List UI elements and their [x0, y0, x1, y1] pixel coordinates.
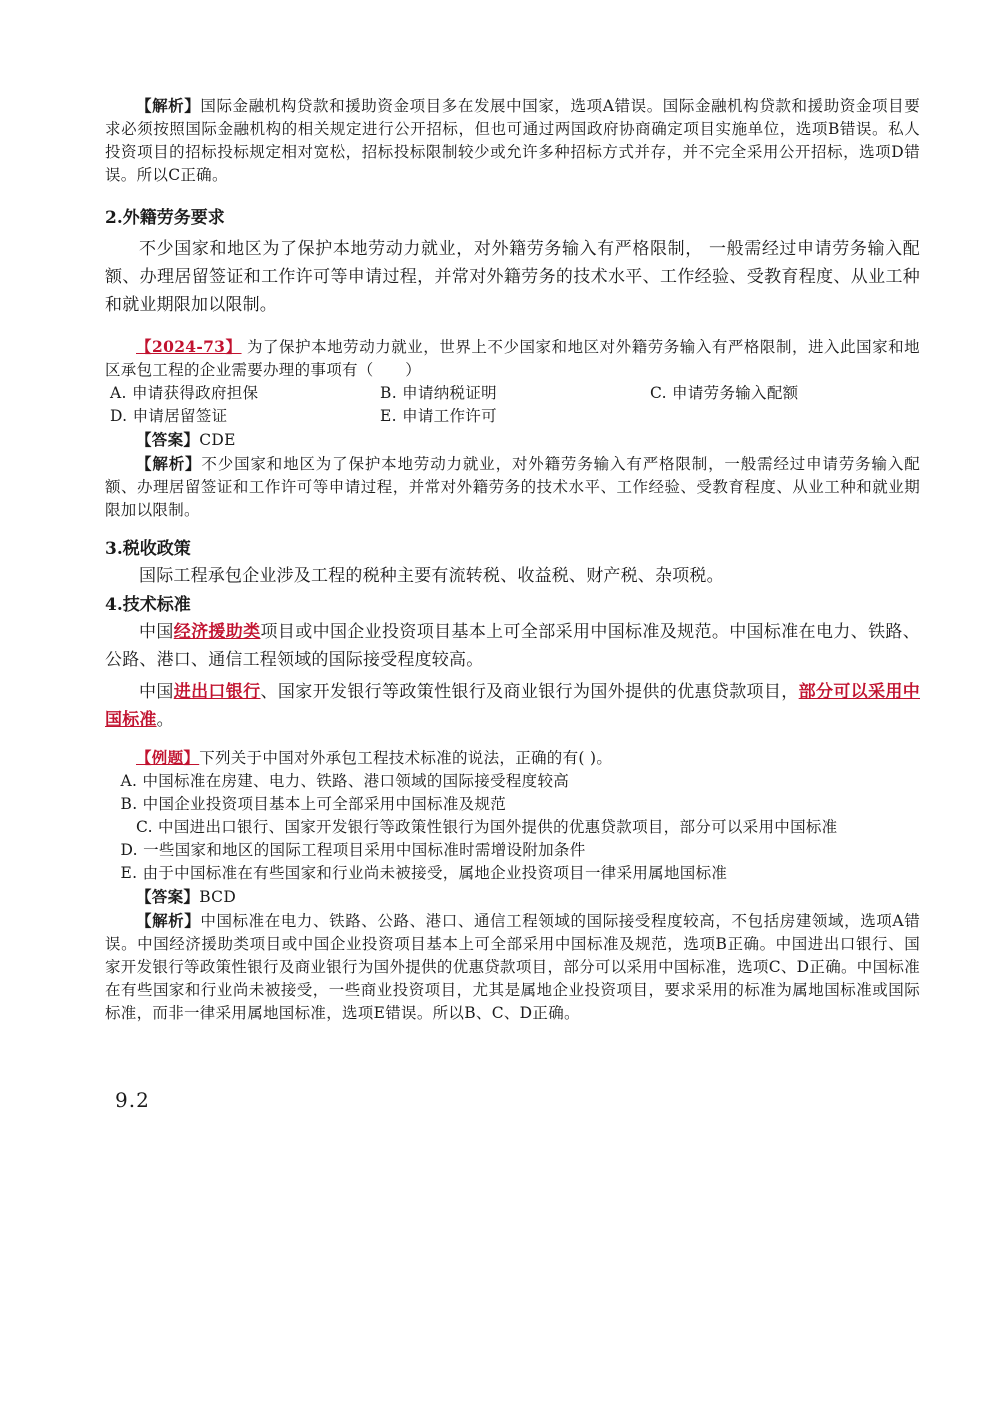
highlight-partial-standards: 部分可以采用中国标准 — [105, 682, 920, 730]
analysis-paragraph — [105, 94, 920, 187]
question-tag: 【例题】 — [136, 748, 200, 767]
section-heading: 2.外籍劳务要求 — [105, 208, 225, 228]
options-row — [105, 382, 920, 405]
option-c: C. 中国进出口银行、国家开发银行等政策性银行为国外提供的优惠贷款项目，部分可以采用中国标准 — [136, 818, 838, 836]
option-c: C. 申请劳务输入配额 — [650, 384, 799, 402]
section-paragraph: 国际工程承包企业涉及工程的税种主要有流转税、收益税、财产税、杂项税。 — [139, 566, 724, 586]
option-d: D. 申请居留签证 — [110, 407, 228, 425]
question-stem-text: 为了保护本地劳动力就业，世界上不少国家和地区对外籍劳务输入有严格限制，进入此国家和地区承包工程的企业需要办理的事项有（ ） — [105, 338, 920, 379]
analysis-label: 【解析】 — [136, 454, 202, 473]
section-foreign-labor — [105, 205, 920, 319]
analysis-paragraph — [105, 452, 920, 522]
answer-line — [105, 885, 920, 909]
analysis-block-1 — [105, 94, 920, 187]
section-tax-policy — [105, 536, 920, 590]
question-example — [105, 746, 920, 1025]
section-heading: 4.技术标准 — [105, 595, 191, 615]
analysis-paragraph — [105, 909, 920, 1025]
analysis-label: 【解析】 — [136, 96, 201, 115]
question-stem — [105, 335, 920, 382]
question-tag: 【2024-73】 — [136, 337, 242, 356]
answer-value: BCD — [199, 888, 237, 906]
answer-line — [105, 428, 920, 452]
option-d: D. 一些国家和地区的国际工程项目采用中国标准时需增设附加条件 — [120, 841, 586, 859]
section-technical-standards — [105, 592, 920, 734]
section-paragraph: 不少国家和地区为了保护本地劳动力就业，对外籍劳务输入有严格限制， 一般需经过申请劳务输入配额、办理居留签证和工作许可等申请过程，并常对外籍劳务的技术水平、工作经验、受教育程度、从业工种和就业期限加以限制。 — [105, 239, 920, 315]
analysis-text: 不少国家和地区为了保护本地劳动力就业，对外籍劳务输入有严格限制，一般需经过申请劳务输入配额、办理居留签证和工作许可等申请过程，并常对外籍劳务的技术水平、工作经验、受教育程度、从业工种和就业期限加以限制。 — [105, 455, 921, 519]
question-stem-text: 下列关于中国对外承包工程技术标准的说法，正确的有( )。 — [199, 749, 613, 767]
option-b: B. 中国企业投资项目基本上可全部采用中国标准及规范 — [120, 795, 507, 813]
section-heading: 3.税收政策 — [105, 539, 191, 559]
options-row — [105, 405, 920, 428]
option-e: E. 由于中国标准在有些国家和行业尚未被接受，属地企业投资项目一律采用属地国标准 — [120, 864, 728, 882]
page-number: 9.2 — [115, 1088, 150, 1112]
highlight-exim-bank: 进出口银行 — [173, 682, 261, 702]
option-e: E. 申请工作许可 — [380, 407, 497, 425]
highlight-economic-aid: 经济援助类 — [173, 622, 261, 642]
option-a: A. 申请获得政府担保 — [110, 384, 259, 402]
question-stem — [105, 746, 920, 770]
section-paragraph: 中国经济援助类项目或中国企业投资项目基本上可全部采用中国标准及规范。中国标准在电力、铁路、公路、港口、通信工程领域的国际接受程度较高。 — [105, 622, 920, 670]
option-a: A. 中国标准在房建、电力、铁路、港口领域的国际接受程度较高 — [120, 772, 570, 790]
answer-label: 【答案】 — [136, 887, 200, 906]
section-paragraph: 中国进出口银行、国家开发银行等政策性银行及商业银行为国外提供的优惠贷款项目，部分可以采用中国标准。 — [105, 682, 920, 730]
analysis-label: 【解析】 — [136, 911, 201, 930]
question-2024-73 — [105, 335, 920, 522]
analysis-text: 中国标准在电力、铁路、公路、港口、通信工程领域的国际接受程度较高，不包括房建领域，选项A错误。中国经济援助类项目或中国企业投资项目基本上可全部采用中国标准及规范，选项B正确。中国进出口银行、国家开发银行等政策性银行及商业银行为国外提供的优惠贷款项目，部分可以采用中国标准，选项C、D正确。中国标准在有些国家和行业尚未被接受，一些商业投资项目，尤其是属地企业投资项目，要求采用的标准为属地国标准或国际标准，而非一律采用属地国标准，选项E错误。所以B、C、D正确。 — [105, 912, 920, 1022]
answer-value: CDE — [199, 431, 236, 449]
analysis-text: 国际金融机构贷款和援助资金项目多在发展中国家，选项A错误。国际金融机构贷款和援助资金项目要求必须按照国际金融机构的相关规定进行公开招标，但也可通过两国政府协商确定项目实施单位，选项B错误。私人投资项目的招标投标规定相对宽松，招标投标限制较少或允许多种招标方式并存，并不完全采用公开招标，选项D错误。所以C正确。 — [105, 97, 920, 184]
answer-label: 【答案】 — [136, 430, 200, 449]
option-b: B. 申请纳税证明 — [380, 384, 497, 402]
